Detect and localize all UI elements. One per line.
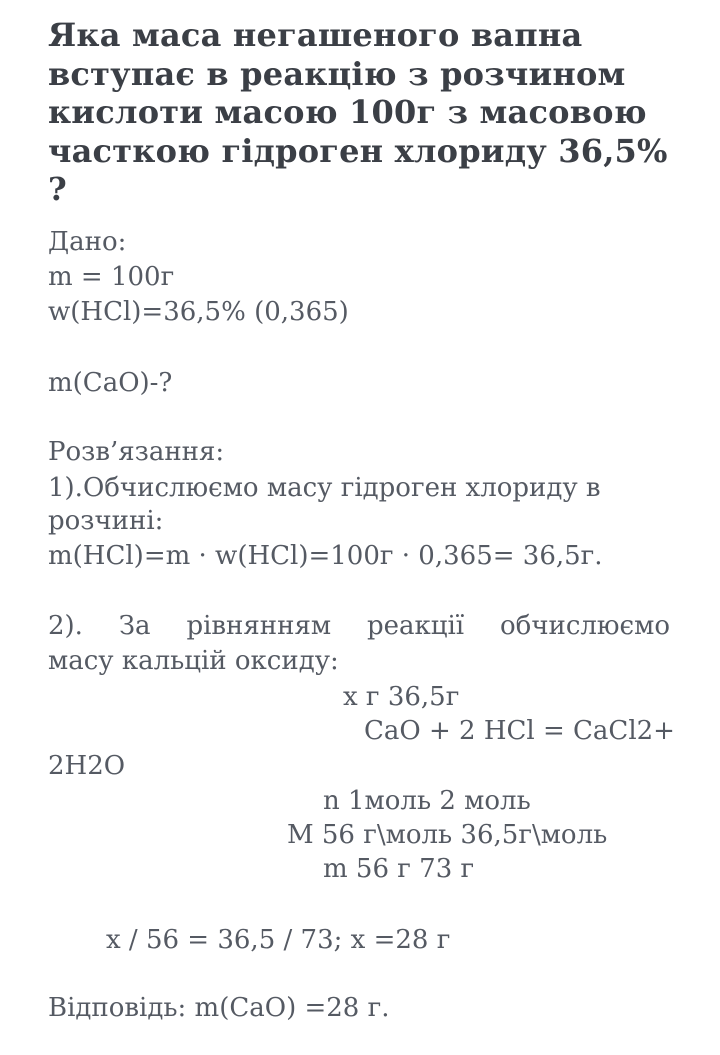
reaction-equation-continued: 2H2O — [48, 751, 126, 781]
answer: Відповідь: m(CaO) =28 г. — [48, 993, 390, 1023]
amount-row: n 1моль 2 моль — [323, 786, 531, 816]
find-value: m(CaO)-? — [48, 368, 173, 398]
given-mass: m = 100г — [48, 262, 175, 292]
molar-mass-row: M 56 г\моль 36,5г\моль — [287, 820, 608, 850]
mass-row: m 56 г 73 г — [323, 854, 475, 884]
reaction-equation: CaO + 2 HCl = CaCl2+ — [364, 716, 675, 746]
step1-text-line2: розчині: — [48, 506, 164, 536]
step2-text-line2: масу кальцій оксиду: — [48, 646, 339, 676]
step1-calculation: m(HCl)=m · w(HCl)=100г · 0,365= 36,5г. — [48, 541, 603, 571]
step2-text-line1: 2). За рівнянням реакції обчислюємо — [48, 611, 670, 641]
solution-label: Розв’язання: — [48, 437, 225, 467]
given-label: Дано: — [48, 227, 127, 257]
solution-page — [48, 0, 678, 1055]
proportion: х / 56 = 36,5 / 73; х =28 г — [106, 925, 451, 955]
step1-text-line1: 1).Обчислюємо масу гідроген хлориду в — [48, 473, 601, 503]
given-mass-fraction: w(HCl)=36,5% (0,365) — [48, 297, 349, 327]
equation-annotation-top: х г 36,5г — [343, 682, 460, 712]
question-title: Яка маса негашеного вапна вступає в реакцію з розчином кислоти масою 100г з масовою часткою гідроген хлориду 36,5% ? — [48, 16, 668, 208]
